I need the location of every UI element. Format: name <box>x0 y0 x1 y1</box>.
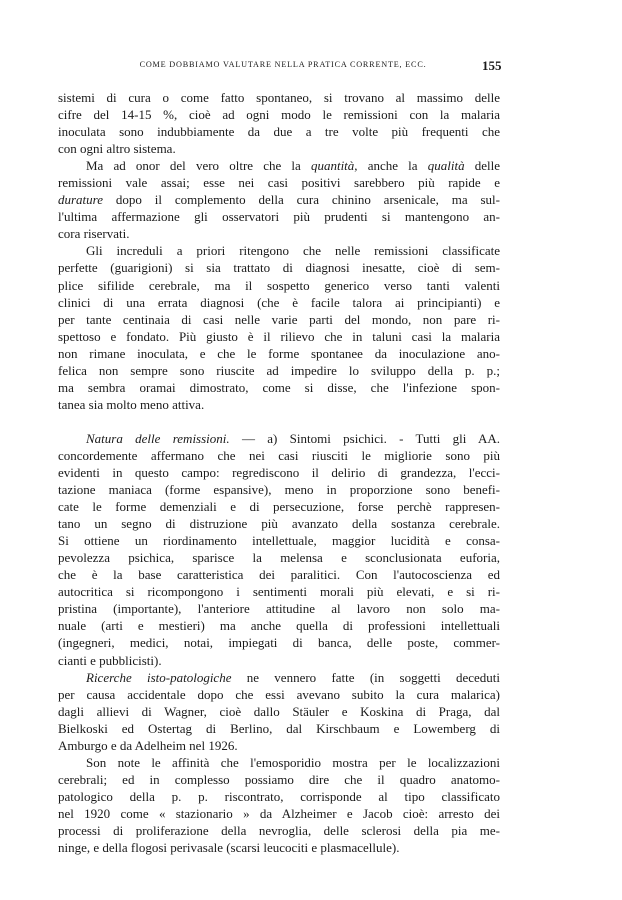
text-line: felica non sempre sono riuscite ad impedire lo sviluppo della p. p.; <box>58 362 500 378</box>
text-line: remissioni vale assai; esse nei casi positivi sarebbero più rapide e <box>58 175 500 191</box>
text-line: patologico della p. p. riscontrato, corrisponde al tipo classificato <box>58 788 500 804</box>
text-line: per causa accidentale dopo che essi avevano subito la cura malarica) <box>58 686 500 702</box>
emphasis-quantita: quantità <box>310 158 355 174</box>
text-line: Bielkoski ed Ostertag di Berlino, dal Kirschbaum e Lowemberg di <box>58 720 500 736</box>
text-line: per tante centinaia di casi nelle varie parti del mondo, non pare ri- <box>58 311 500 327</box>
text-line: Natura delle remissioni. — a) Sintomi psichici. - Tutti gli AA. <box>86 430 500 446</box>
text-line: cate le forme demenziali e di persecuzione, forse perchè rappresen- <box>58 499 500 515</box>
text-line: spettoso e fondato. Più giusto è il rilievo che in taluni casi la malaria <box>58 328 500 344</box>
text-line: nuale (arti e mestieri) ma anche quella di professioni intellettuali <box>58 618 500 634</box>
text-line: perfette (guarigioni) si sia trattato di diagnosi inesatte, cioè di sem- <box>58 260 500 276</box>
running-header: COME DOBBIAMO VALUTARE NELLA PRATICA CORRENTE, ECC. <box>139 60 427 69</box>
paragraph-gap <box>58 413 500 430</box>
text-line: nel 1920 come « stazionario » da Alzheimer e Jacob cioè: arresto dei <box>58 805 500 821</box>
text-line: durature dopo il complemento della cura chinino arsenicale, ma sul- <box>58 192 500 208</box>
text-line: cora riservati. <box>58 226 130 242</box>
text-line: tanea sia molto meno attiva. <box>58 396 205 412</box>
text-line: tano un segno di distruzione più avanzato della sostanza cerebrale. <box>58 516 500 532</box>
text-line: cianti e pubblicisti). <box>58 652 162 668</box>
text-line: Gli increduli a priori ritengono che nelle remissioni classificate <box>86 243 500 259</box>
text-line: Ma ad onor del vero oltre che la quantità, anche la qualità delle <box>86 158 501 174</box>
text-line: pevolezza psichica, sparisce la melensa e sconclusionata euforia, <box>58 550 500 566</box>
body-text <box>58 89 500 856</box>
emphasis-qualita: qualità <box>427 158 465 174</box>
text-line: ninge, e della flogosi perivasale (scarsi leucociti e plasmacellule). <box>58 840 400 856</box>
text-line: Si ottiene un riordinamento intellettuale, maggior lucidità e consa- <box>58 533 500 549</box>
text-line: Ricerche isto-patologiche ne vennero fatte (in soggetti deceduti <box>86 669 501 685</box>
section-heading: Natura delle remissioni. <box>86 430 230 446</box>
text-line: che è la base caratteristica dei paralitici. Con l'autocoscienza ed <box>58 567 500 583</box>
emphasis-durature: durature <box>58 192 104 208</box>
text-line: evidenti in questo campo: regrediscono il delirio di grandezza, l'ecci- <box>58 464 500 480</box>
page-number: 155 <box>482 58 502 73</box>
text-line: Son note le affinità che l'emosporidio mostra per le localizzazioni <box>86 754 500 770</box>
text-line: inoculata sono indubbiamente da due a tre volte più frequenti che <box>58 124 500 140</box>
text-line: cifre del 14-15 %, cioè ad ogni modo le remissioni con la malaria <box>58 107 500 123</box>
text-line: non rimane inoculata, e che le forme spontanee da inoculazione ano- <box>58 345 500 361</box>
text-line: clinici di una errata diagnosi (che è facile talora ai principianti) e <box>58 294 500 310</box>
text-line: autocritica si ricompongono i sentimenti morali più elevati, e si ri- <box>58 584 500 600</box>
section-heading: Ricerche isto-patologiche <box>86 669 232 685</box>
text-line: pristina (importante), l'anteriore attitudine al lavoro non solo ma- <box>58 601 500 617</box>
text-line: l'ultima affermazione gli osservatori più prudenti si mantengono an- <box>58 209 500 225</box>
text-line: con ogni altro sistema. <box>58 141 176 157</box>
text-line: sistemi di cura o come fatto spontaneo, si trovano al massimo delle <box>58 90 500 105</box>
text-line: (ingegneri, medici, notai, impiegati di banca, delle poste, commer- <box>58 635 500 651</box>
text-line: Amburgo e da Adelheim nel 1926. <box>58 737 238 753</box>
text-line: ma sembra oramai dimostrato, come si disse, che l'infezione spon- <box>58 379 500 395</box>
text-line: processi di proliferazione della nevroglia, delle sclerosi della pia me- <box>58 822 500 838</box>
text-line: plice sifilide cerebrale, ma il sospetto generico verso tanti valenti <box>58 277 500 293</box>
text-line: tazione maniaca (forme espansive), meno in proporzione sono benefi- <box>58 482 500 498</box>
text-line: cerebrali; ed in complesso possiamo dire che il quadro anatomo- <box>58 771 500 787</box>
text-line: concordemente affermano che nei casi riusciti le migliorie sono più <box>58 447 500 463</box>
text-line: dagli allievi di Wagner, cioè dallo Stäuler e Koskina di Praga, dal <box>58 703 500 719</box>
